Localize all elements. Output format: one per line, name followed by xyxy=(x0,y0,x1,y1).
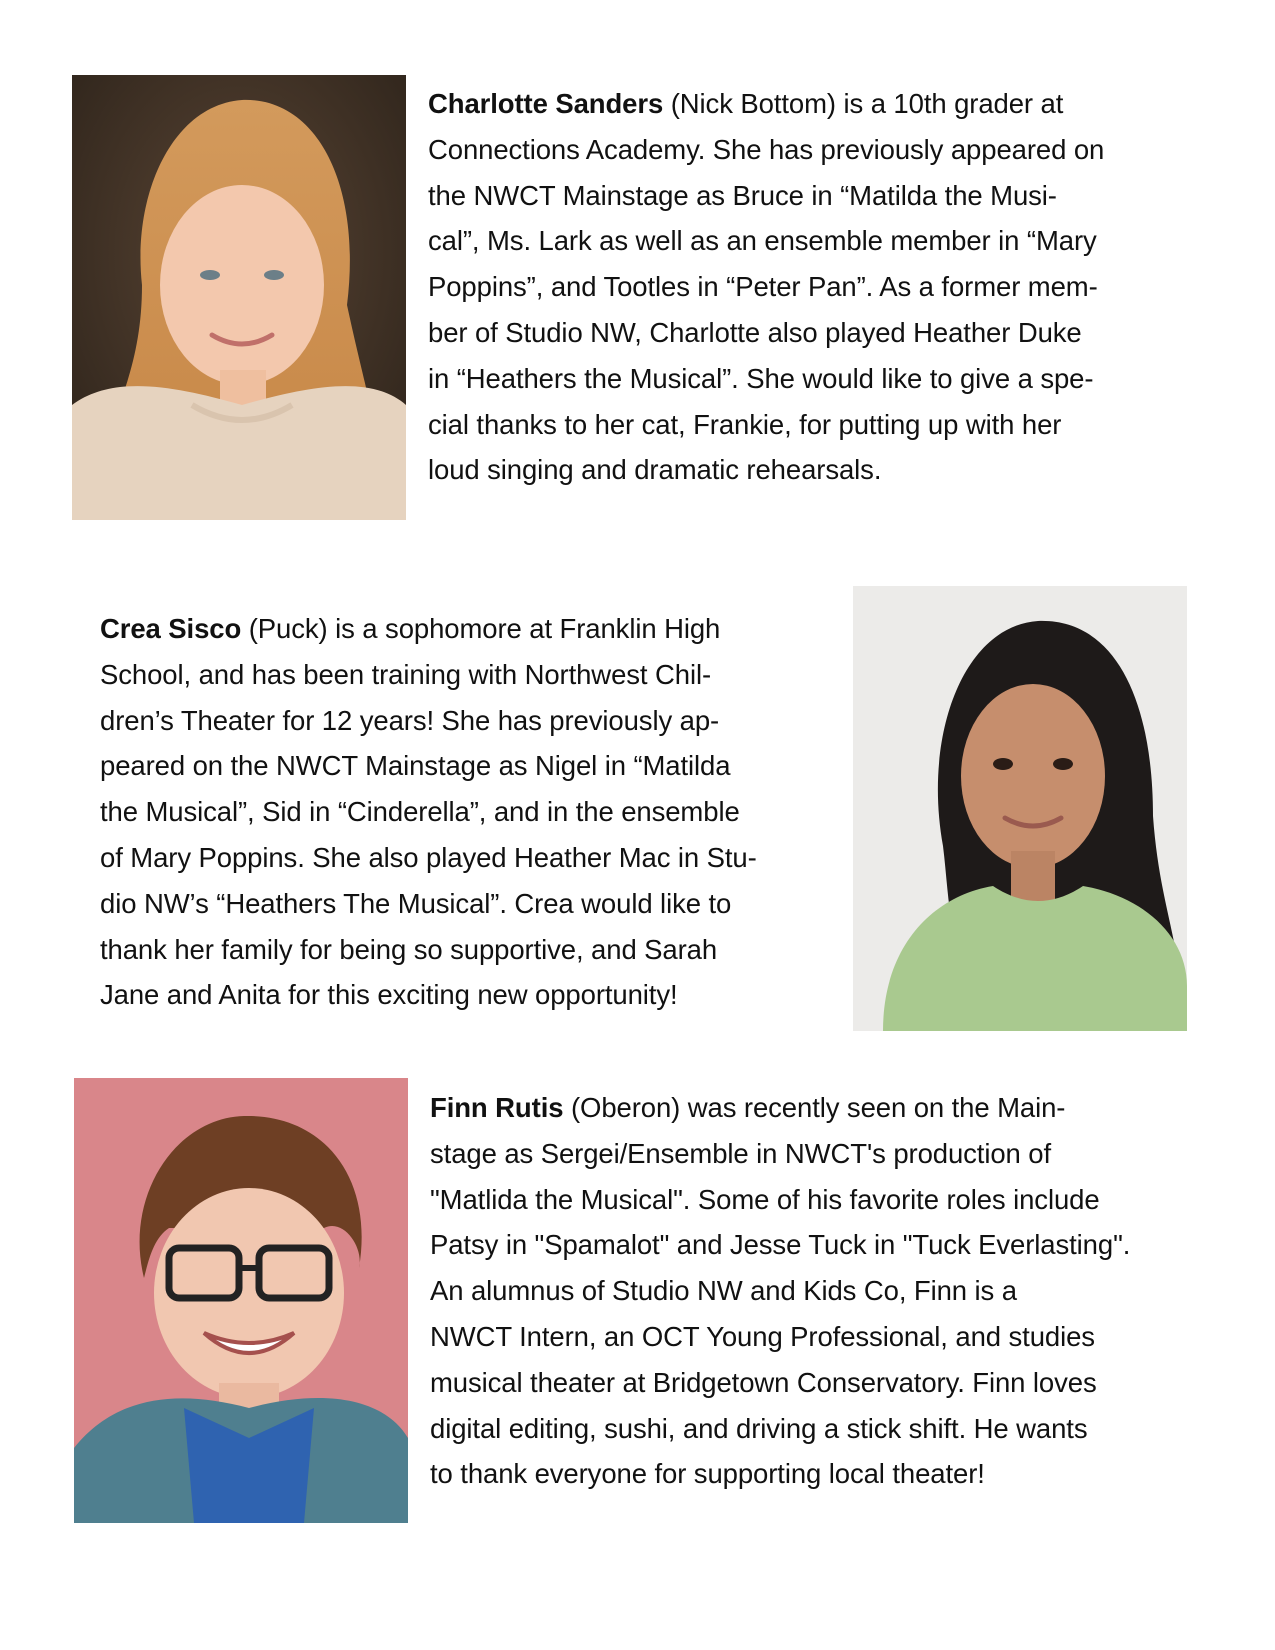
bio-line: Poppins”, and Tootles in “Peter Pan”. As a former mem- xyxy=(428,271,1098,303)
bio-line: cal”, Ms. Lark as well as an ensemble member in “Mary xyxy=(428,225,1097,257)
bio-line: Patsy in "Spamalot" and Jesse Tuck in "Tuck Everlasting". xyxy=(430,1229,1131,1261)
bio-line: NWCT Intern, an OCT Young Professional, and studies xyxy=(430,1320,1095,1352)
bio-line: Jane and Anita for this exciting new opportunity! xyxy=(100,979,678,1011)
bio-line: to thank everyone for supporting local theater! xyxy=(430,1458,985,1490)
bio-crea-sisco xyxy=(100,606,840,1018)
bio-line: digital editing, sushi, and driving a stick shift. He wants xyxy=(430,1412,1088,1444)
bio-line: of Mary Poppins. She also played Heather Mac in Stu- xyxy=(100,841,757,873)
bio-line: ber of Studio NW, Charlotte also played Heather Duke xyxy=(428,316,1082,348)
bio-line: An alumnus of Studio NW and Kids Co, Finn is a xyxy=(430,1275,1017,1307)
bio-text: (Nick Bottom) is a 10th grader at xyxy=(663,88,1064,119)
headshot-finn-rutis xyxy=(74,1078,408,1523)
bio-line: Connections Academy. She has previously appeared on xyxy=(428,133,1105,165)
bio-line: "Matlida the Musical". Some of his favorite roles include xyxy=(430,1183,1100,1215)
actor-name: Finn Rutis xyxy=(430,1092,564,1123)
bio-line: stage as Sergei/Ensemble in NWCT's production of xyxy=(430,1137,1052,1169)
bio-finn-rutis xyxy=(430,1085,1200,1497)
bio-line: the NWCT Mainstage as Bruce in “Matilda the Musi- xyxy=(428,179,1057,211)
actor-name: Charlotte Sanders xyxy=(428,88,664,119)
bio-line: loud singing and dramatic rehearsals. xyxy=(428,454,882,486)
bio-line: School, and has been training with Northwest Chil- xyxy=(100,658,712,690)
bio-line: in “Heathers the Musical”. She would like to give a spe- xyxy=(428,362,1094,394)
bio-line xyxy=(100,606,840,652)
bio-line: thank her family for being so supportive, and Sarah xyxy=(100,933,718,965)
bio-line: cial thanks to her cat, Frankie, for putting up with her xyxy=(428,408,1062,440)
bio-line: dren’s Theater for 12 years! She has previously ap- xyxy=(100,704,720,736)
bio-line: peared on the NWCT Mainstage as Nigel in “Matilda xyxy=(100,750,731,782)
bio-line: musical theater at Bridgetown Conservatory. Finn loves xyxy=(430,1366,1097,1398)
bio-line xyxy=(430,1085,1200,1131)
bio-line xyxy=(428,81,1188,127)
bio-line: the Musical”, Sid in “Cinderella”, and in the ensemble xyxy=(100,796,740,828)
headshot-crea-sisco xyxy=(853,586,1187,1031)
bio-text: (Puck) is a sophomore at Franklin High xyxy=(241,613,721,644)
bio-line: dio NW’s “Heathers The Musical”. Crea would like to xyxy=(100,887,732,919)
actor-name: Crea Sisco xyxy=(100,613,242,644)
headshot-charlotte-sanders xyxy=(72,75,406,520)
bio-charlotte-sanders xyxy=(428,81,1188,493)
bio-text: (Oberon) was recently seen on the Main- xyxy=(563,1092,1066,1123)
